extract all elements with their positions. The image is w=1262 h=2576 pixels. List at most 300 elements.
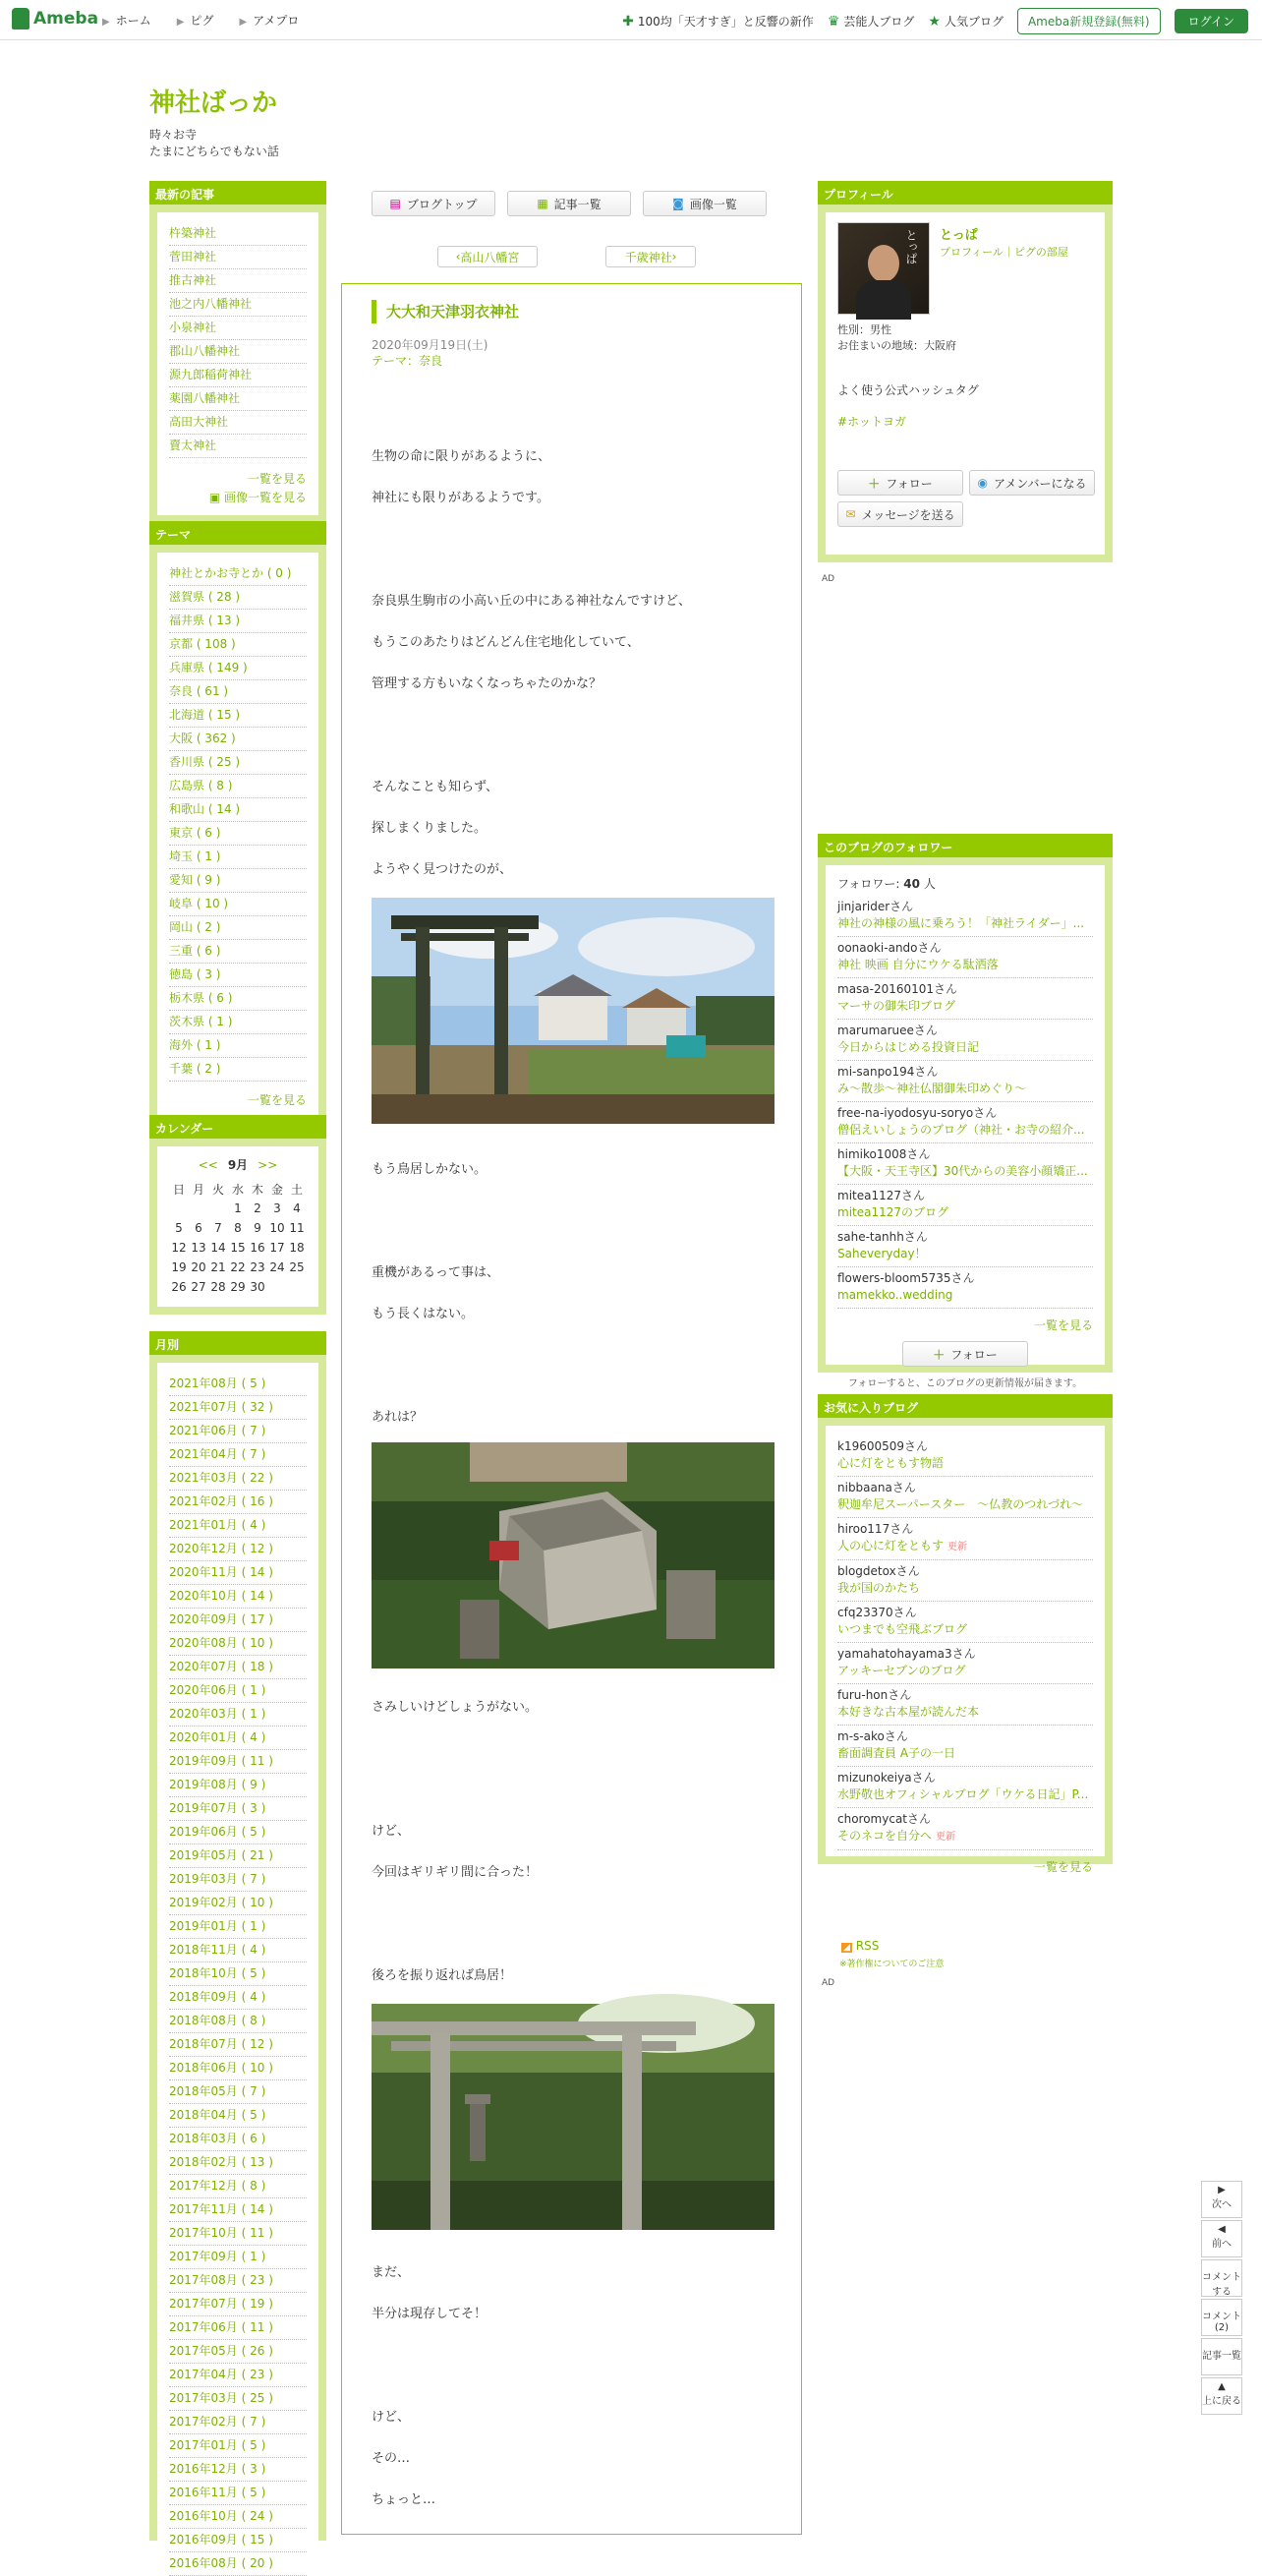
follower-blog[interactable]: mitea1127のブログ (837, 1205, 949, 1219)
calendar-day (208, 1199, 228, 1218)
calendar-weekday: 月 (192, 1182, 204, 1197)
favorite-item[interactable] (837, 1477, 1093, 1518)
logo-text: Ameba (33, 9, 99, 29)
avatar-body (856, 280, 911, 320)
favorite-item[interactable] (837, 1808, 1093, 1850)
month-archive-item[interactable]: 2018年04月 ( 5 ) (169, 2104, 307, 2128)
recent-post-item[interactable]: 池之内八幡神社 (169, 293, 307, 317)
theme-item[interactable]: 栃木県 ( 6 ) (169, 987, 307, 1011)
amember-button[interactable] (969, 470, 1095, 496)
rss-label: RSS (855, 1939, 880, 1953)
theme-item[interactable]: 千葉 ( 2 ) (169, 1058, 307, 1082)
favorite-blog-name[interactable]: いつまでも空飛ぶブログ (837, 1622, 968, 1636)
blog-desc-line1: 時々お寺 (149, 128, 198, 142)
theme-item[interactable]: 北海道 ( 15 ) (169, 704, 307, 728)
calendar-grid (169, 1179, 307, 1297)
month-archive-item[interactable]: 2019年05月 ( 21 ) (169, 1844, 307, 1868)
follower-item[interactable] (837, 1102, 1093, 1143)
month-archive-item[interactable]: 2020年07月 ( 18 ) (169, 1656, 307, 1679)
article-line: 神社にも限りがあるようです。 (372, 491, 549, 505)
follower-item[interactable] (837, 1185, 1093, 1226)
chevron-right-icon: ▶ (239, 17, 248, 28)
profile-gender: 性別：男性 (837, 323, 891, 336)
back-to-top-button[interactable] (1201, 2377, 1242, 2415)
speech-bubble-icon: ◉ (977, 476, 989, 490)
amember-button-label: アメンバーになる (994, 476, 1087, 491)
month-archive-item[interactable]: 2017年04月 ( 23 ) (169, 2364, 307, 2387)
month-archive-item[interactable]: 2017年03月 ( 25 ) (169, 2387, 307, 2411)
month-archive-item[interactable]: 2017年01月 ( 5 ) (169, 2434, 307, 2458)
article-line: もうこのあたりはどんどん住宅地化していて、 (372, 635, 640, 650)
recent-more-link[interactable]: 一覧を見る (247, 472, 307, 486)
month-archive-item[interactable]: 2017年12月 ( 8 ) (169, 2175, 307, 2198)
favorite-blog[interactable] (837, 1538, 1093, 1555)
article-photo[interactable] (372, 2004, 774, 2230)
tab-blog-top-label: ブログトップ (406, 197, 478, 211)
month-archive-item[interactable]: 2017年02月 ( 7 ) (169, 2411, 307, 2434)
favorites-heading: お気に入りブログ (818, 1394, 1113, 1418)
month-archive-item[interactable]: 2019年07月 ( 3 ) (169, 1797, 307, 1821)
theme-item[interactable]: 香川県 ( 25 ) (169, 751, 307, 775)
plus-icon: ✚ (622, 13, 634, 29)
calendar-day: 9 (254, 1221, 261, 1235)
rss-link[interactable] (841, 1939, 879, 1953)
prev-nav-button-label: 前へ (1212, 2239, 1232, 2250)
chevron-right-icon: ▶ (102, 17, 110, 28)
avatar[interactable] (837, 222, 930, 315)
comment-count-button[interactable] (1201, 2299, 1242, 2336)
article-line: もう長くはない。 (372, 1307, 475, 1321)
themes-more-link[interactable]: 一覧を見る (247, 1093, 307, 1107)
follower-blog[interactable]: マーサの御朱印ブログ (837, 999, 956, 1013)
article-meta (372, 337, 488, 369)
calendar-weekday: 日 (172, 1182, 185, 1197)
chevron-right-icon: ▶ (176, 17, 185, 28)
recent-posts-heading: 最新の記事 (149, 181, 326, 205)
favorite-user[interactable]: yamahatohayama3さん (837, 1647, 976, 1661)
favorite-user[interactable]: hiroo117さん (837, 1522, 914, 1536)
star-icon: ★ (928, 13, 941, 29)
follower-count (837, 875, 1093, 892)
recent-post-item[interactable]: 杵築神社 (169, 222, 307, 246)
theme-item[interactable]: 大阪 ( 362 ) (169, 728, 307, 751)
hashtag-link[interactable]: #ホットヨガ (837, 415, 907, 429)
ad-label-2: AD (822, 1978, 835, 1988)
theme-item[interactable]: 神社とかお寺とか ( 0 ) (169, 562, 307, 586)
nav-home[interactable] (102, 12, 151, 29)
month-archive-item[interactable]: 2018年05月 ( 7 ) (169, 2080, 307, 2104)
recent-post-item[interactable]: 小泉神社 (169, 317, 307, 340)
calendar-day: 5 (175, 1221, 183, 1235)
tab-blog-top[interactable] (372, 191, 495, 216)
calendar-day: 16 (250, 1241, 265, 1255)
prev-post-link[interactable] (437, 246, 538, 267)
calendar-weekday-row (169, 1179, 307, 1199)
themes-box (149, 521, 326, 1126)
favorite-blog-name[interactable]: 人の心に灯をともす (837, 1539, 945, 1552)
favorite-blog-name[interactable]: 心に灯をともす物語 (837, 1456, 945, 1470)
updated-badge: 更新 (947, 1542, 968, 1552)
follower-user[interactable]: mitea1127さん (837, 1189, 926, 1202)
next-nav-button[interactable] (1201, 2181, 1242, 2218)
follow-note: フォローすると、このブログの更新情報が届きます。 (847, 1378, 1083, 1389)
recent-post-item[interactable]: 推古神社 (169, 269, 307, 293)
favorite-blog-name[interactable]: 釈迦牟尼スーパースター ～仏教のつれづれ～ (837, 1497, 1083, 1511)
envelope-icon: ✉ (845, 507, 856, 521)
month-archive-item[interactable]: 2021年07月 ( 32 ) (169, 1396, 307, 1420)
favorite-item[interactable] (837, 1602, 1093, 1643)
calendar-day: 18 (289, 1241, 305, 1255)
torii-field-photo (372, 898, 774, 1124)
profile-box (818, 181, 1113, 562)
month-archive-item[interactable]: 2019年02月 ( 10 ) (169, 1892, 307, 1915)
follower-item[interactable] (837, 896, 1093, 937)
nav-amepro[interactable] (239, 12, 299, 29)
favorite-blog-name[interactable]: アッキーセブンのブログ (837, 1664, 966, 1677)
favorite-item[interactable] (837, 1767, 1093, 1808)
month-archive-item[interactable]: 2020年01月 ( 4 ) (169, 1727, 307, 1750)
theme-item[interactable]: 茨木県 ( 1 ) (169, 1011, 307, 1034)
comment-button-label: コメントする (1202, 2272, 1241, 2298)
follower-item[interactable] (837, 1020, 1093, 1061)
favorite-blog-name[interactable]: 水野敬也オフィシャルブログ「ウケる日記」P... (837, 1787, 1089, 1801)
calendar-week-row (169, 1238, 307, 1258)
month-archive-item[interactable]: 2018年02月 ( 13 ) (169, 2151, 307, 2175)
article-line: もう鳥居しかない。 (372, 1162, 488, 1177)
post-list-nav-button[interactable] (1201, 2338, 1242, 2375)
tab-image-list[interactable] (643, 191, 767, 216)
theme-item[interactable]: 愛知 ( 9 ) (169, 869, 307, 893)
month-archive-item[interactable]: 2020年09月 ( 17 ) (169, 1609, 307, 1632)
theme-item[interactable]: 滋賀県 ( 28 ) (169, 586, 307, 610)
follow-button-label: フォロー (886, 476, 933, 491)
followers-more-link[interactable]: 一覧を見る (1033, 1318, 1093, 1332)
triangle-right-icon: ▶ (1218, 2185, 1226, 2195)
follower-blog[interactable]: 僧侶えいしょうのブログ（神社・お寺の紹介... (837, 1123, 1085, 1137)
month-archive-item[interactable]: 2020年11月 ( 14 ) (169, 1561, 307, 1585)
calendar-week-row (169, 1199, 307, 1218)
theme-item[interactable]: 三重 ( 6 ) (169, 940, 307, 964)
theme-item[interactable]: 奈良 ( 61 ) (169, 680, 307, 704)
month-archive-item[interactable]: 2021年08月 ( 5 ) (169, 1373, 307, 1396)
month-archive-item[interactable]: 2017年06月 ( 11 ) (169, 2316, 307, 2340)
article-line: そんなことも知らず、 (372, 780, 498, 794)
header-right (622, 8, 1248, 34)
promo-link-label: 100均「天才すぎ」と反響の新作 (637, 15, 814, 29)
month-archive-item[interactable]: 2021年04月 ( 7 ) (169, 1443, 307, 1467)
favorite-user[interactable]: mizunokeiyaさん (837, 1771, 936, 1785)
follower-blog[interactable]: mamekko..wedding (837, 1288, 953, 1302)
plus-icon: ＋ (933, 1347, 946, 1362)
calendar-weekday: 土 (290, 1182, 303, 1197)
blog-tabs (372, 191, 767, 216)
follow-button-2[interactable] (902, 1341, 1028, 1367)
follower-count-label: フォロワー: (837, 877, 900, 891)
article-line: その… (372, 2451, 411, 2466)
article-line: あれは？ (372, 1410, 424, 1425)
calendar-day: 20 (191, 1260, 206, 1274)
favorite-user[interactable]: cfq23370さん (837, 1606, 917, 1619)
theme-item[interactable]: 東京 ( 6 ) (169, 822, 307, 846)
avatar-face (868, 245, 899, 282)
favorite-user[interactable]: blogdetoxさん (837, 1564, 920, 1578)
profile-area: お住まいの地域：大阪府 (837, 339, 956, 352)
month-archive-item[interactable]: 2017年05月 ( 26 ) (169, 2340, 307, 2364)
month-archive-item[interactable]: 2018年11月 ( 4 ) (169, 1939, 307, 1962)
calendar-day: 6 (195, 1221, 202, 1235)
promo-link[interactable] (622, 13, 814, 29)
post-list-nav-button-label: 記事一覧 (1202, 2351, 1241, 2362)
article-line: 生物の命に限りがあるように、 (372, 449, 551, 464)
profile-name[interactable]: とっぱ (940, 228, 978, 243)
month-archive-item[interactable]: 2020年12月 ( 12 ) (169, 1538, 307, 1561)
month-archive-item[interactable]: 2017年09月 ( 1 ) (169, 2246, 307, 2269)
profile-links[interactable]: プロフィール｜ピグの部屋 (940, 246, 1068, 259)
rss-icon: ◢ (843, 1943, 850, 1953)
blog-title[interactable]: 神社ばっか (149, 88, 278, 118)
recent-post-item[interactable]: 薬園八幡神社 (169, 387, 307, 411)
theme-item[interactable]: 徳島 ( 3 ) (169, 964, 307, 987)
favorite-user[interactable]: choromycatさん (837, 1812, 932, 1826)
follower-user[interactable]: oonaoki-andoさん (837, 941, 942, 955)
recent-posts-list (169, 222, 307, 458)
triangle-up-icon: ▲ (1218, 2381, 1226, 2392)
month-archive-item[interactable]: 2016年10月 ( 24 ) (169, 2505, 307, 2529)
calendar-week-row (169, 1258, 307, 1277)
follow-button[interactable] (837, 470, 963, 496)
chevron-left-icon: ‹ (455, 250, 461, 263)
follower-user[interactable]: masa-20160101さん (837, 982, 958, 996)
month-archive-item[interactable]: 2016年11月 ( 5 ) (169, 2482, 307, 2505)
calendar-day: 29 (230, 1280, 246, 1294)
theme-item[interactable]: 岐阜 ( 10 ) (169, 893, 307, 916)
profile-info (837, 322, 956, 354)
favorite-user[interactable]: k19600509さん (837, 1439, 929, 1453)
next-post-link[interactable] (605, 246, 696, 267)
calendar-next[interactable]: >> (258, 1158, 278, 1172)
month-archive-item[interactable]: 2017年11月 ( 14 ) (169, 2198, 307, 2222)
favorite-blog-name[interactable]: 我が国のかたち (837, 1581, 921, 1595)
favorite-item[interactable] (837, 1518, 1093, 1560)
month-archive-item[interactable]: 2020年08月 ( 10 ) (169, 1632, 307, 1656)
calendar-day: 7 (214, 1221, 222, 1235)
tab-post-list-label: 記事一覧 (553, 197, 602, 211)
month-archive-item[interactable]: 2018年06月 ( 10 ) (169, 2057, 307, 2080)
follower-user[interactable]: marumarueeさん (837, 1024, 938, 1037)
nav-pigg[interactable] (177, 12, 214, 29)
month-archive-item[interactable]: 2021年01月 ( 4 ) (169, 1514, 307, 1538)
ad-label: AD (822, 574, 835, 584)
theme-item[interactable]: 福井県 ( 13 ) (169, 610, 307, 633)
calendar-weekday: 金 (270, 1182, 283, 1197)
month-archive-item[interactable]: 2016年09月 ( 15 ) (169, 2529, 307, 2552)
celebrity-blog-link[interactable] (828, 13, 915, 29)
popular-blog-link[interactable] (928, 13, 1004, 29)
calendar-day: 1 (234, 1201, 242, 1215)
theme-item[interactable]: 京都 ( 108 ) (169, 633, 307, 657)
followers-heading: このブログのフォロワー (818, 834, 1113, 857)
favorites-more-link[interactable]: 一覧を見る (1033, 1860, 1093, 1874)
follower-count-value: 40 (903, 877, 920, 891)
month-archive-item[interactable]: 2020年06月 ( 1 ) (169, 1679, 307, 1703)
favorite-item[interactable] (837, 1684, 1093, 1726)
month-archive-item[interactable]: 2017年07月 ( 19 ) (169, 2293, 307, 2316)
article (341, 283, 802, 2535)
month-archive-item[interactable]: 2018年08月 ( 8 ) (169, 2010, 307, 2033)
month-archive-item[interactable]: 2019年09月 ( 11 ) (169, 1750, 307, 1774)
article-title[interactable]: 大大和天津羽衣神社 (372, 300, 519, 323)
image-list-link[interactable] (169, 489, 307, 505)
comment-button[interactable] (1201, 2259, 1242, 2297)
favorite-blog[interactable] (837, 1621, 1093, 1638)
month-archive-item[interactable]: 2019年06月 ( 5 ) (169, 1821, 307, 1844)
prev-nav-button[interactable] (1201, 2220, 1242, 2257)
calendar-day: 17 (269, 1241, 285, 1255)
favorite-user[interactable]: furu-honさん (837, 1688, 912, 1702)
recent-post-item[interactable]: 菅田神社 (169, 246, 307, 269)
home-icon: ▤ (389, 197, 401, 210)
month-archive-item[interactable]: 2019年03月 ( 7 ) (169, 1868, 307, 1892)
month-archive-item[interactable]: 2021年03月 ( 22 ) (169, 1467, 307, 1491)
article-line: 後ろを振り返れば鳥居！ (372, 1968, 513, 1983)
tab-post-list[interactable] (507, 191, 631, 216)
follower-blog[interactable]: 【大阪・天王寺区】30代からの美容小顔矯正... (837, 1164, 1088, 1178)
theme-item[interactable]: 和歌山 ( 14 ) (169, 798, 307, 822)
theme-item[interactable]: 海外 ( 1 ) (169, 1034, 307, 1058)
article-line: 重機があるって事は、 (372, 1265, 500, 1280)
favorite-blog-name[interactable]: そのネコを自分へ (837, 1829, 933, 1843)
calendar-day: 11 (289, 1221, 305, 1235)
calendar-day (267, 1277, 287, 1297)
recent-post-item[interactable]: 賣太神社 (169, 435, 307, 458)
theme-item[interactable]: 岡山 ( 2 ) (169, 916, 307, 940)
article-line: さみしいけどしょうがない。 (372, 1700, 539, 1715)
favorite-blog-name[interactable]: 畜面調査員 A子の一日 (837, 1746, 956, 1760)
month-archive-item[interactable]: 2018年07月 ( 12 ) (169, 2033, 307, 2057)
article-line: まだ、 (372, 2265, 411, 2280)
nav-pigg-label: ピグ (190, 14, 214, 28)
follower-item[interactable] (837, 1061, 1093, 1102)
follower-blog[interactable]: み～散歩～神社仏閣御朱印めぐり～ (837, 1082, 1027, 1095)
calendar-month: 9月 (227, 1158, 249, 1172)
follower-user[interactable]: flowers-bloom5735さん (837, 1271, 975, 1285)
favorite-item[interactable] (837, 1560, 1093, 1602)
month-archive-item[interactable]: 2021年06月 ( 7 ) (169, 1420, 307, 1443)
water-basin-photo (372, 1442, 774, 1669)
month-archive-item[interactable]: 2019年08月 ( 9 ) (169, 1774, 307, 1797)
calendar-day (169, 1199, 189, 1218)
follower-item[interactable] (837, 937, 1093, 978)
favorite-blog[interactable] (837, 1704, 1093, 1721)
register-button[interactable]: Ameba新規登録(無料) (1017, 8, 1161, 34)
recent-post-item[interactable]: 源九郎稲荷神社 (169, 364, 307, 387)
ameba-logo[interactable] (12, 8, 98, 29)
favorite-item[interactable] (837, 1726, 1093, 1767)
theme-item[interactable]: 兵庫県 ( 149 ) (169, 657, 307, 680)
calendar-day: 15 (230, 1241, 246, 1255)
month-archive-item[interactable]: 2019年01月 ( 1 ) (169, 1915, 307, 1939)
follower-blog[interactable]: 神社 映画 自分にウケる駄洒落 (837, 958, 999, 971)
article-line: 奈良県生駒市の小高い丘の中にある神社なんですけど、 (372, 594, 692, 609)
calendar-day: 10 (269, 1221, 285, 1235)
month-archive-item[interactable]: 2018年10月 ( 5 ) (169, 1962, 307, 1986)
favorite-blog[interactable] (837, 1663, 1093, 1679)
list-icon: ▦ (537, 197, 548, 210)
recent-post-item[interactable]: 郡山八幡神社 (169, 340, 307, 364)
month-archive-item[interactable]: 2020年10月 ( 14 ) (169, 1585, 307, 1609)
follower-blog[interactable]: 今日からはじめる投資日記 (837, 1040, 980, 1054)
follower-blog[interactable]: Saheveryday！ (837, 1247, 927, 1260)
month-archive-item[interactable]: 2018年09月 ( 4 ) (169, 1986, 307, 2010)
favorite-blog[interactable] (837, 1455, 1093, 1472)
month-archive-item[interactable]: 2017年10月 ( 11 ) (169, 2222, 307, 2246)
article-photo[interactable] (372, 1442, 774, 1669)
theme-item[interactable]: 埼玉 ( 1 ) (169, 846, 307, 869)
month-archive-item[interactable]: 2016年08月 ( 20 ) (169, 2552, 307, 2576)
copyright-note[interactable]: ※著作権についてのご注意 (839, 1960, 945, 1969)
article-line: ちょっと… (372, 2492, 436, 2507)
favorite-blog[interactable] (837, 1786, 1093, 1803)
favorite-item[interactable] (837, 1643, 1093, 1684)
follower-item[interactable] (837, 978, 1093, 1020)
follower-user[interactable]: himiko1008さん (837, 1147, 931, 1161)
article-line: けど、 (372, 1824, 411, 1839)
calendar-week-row (169, 1277, 307, 1297)
follower-item[interactable] (837, 1143, 1093, 1185)
hashtag-label: よく使う公式ハッシュタグ (837, 383, 979, 397)
favorite-item[interactable] (837, 1435, 1093, 1477)
follower-user[interactable]: sahe-tanhhさん (837, 1230, 928, 1244)
blog-header (149, 83, 279, 160)
month-archive-item[interactable]: 2020年03月 ( 1 ) (169, 1703, 307, 1727)
calendar-weekday: 火 (211, 1182, 224, 1197)
recent-post-item[interactable]: 高田大神社 (169, 411, 307, 435)
calendar-prev[interactable]: << (198, 1158, 218, 1172)
favorite-blog[interactable] (837, 1496, 1093, 1513)
article-theme[interactable]: テーマ：奈良 (372, 354, 443, 368)
theme-item[interactable]: 広島県 ( 8 ) (169, 775, 307, 798)
favorite-user[interactable]: nibbaanaさん (837, 1481, 916, 1494)
month-archive-item[interactable]: 2017年08月 ( 23 ) (169, 2269, 307, 2293)
login-button[interactable]: ログイン (1175, 9, 1248, 33)
message-button[interactable] (837, 501, 963, 527)
calendar-weekday: 木 (251, 1182, 263, 1197)
favorite-blog[interactable] (837, 1745, 1093, 1762)
calendar-day: 27 (191, 1280, 206, 1294)
calendar-day: 3 (273, 1201, 281, 1215)
month-archive-item[interactable]: 2016年12月 ( 3 ) (169, 2458, 307, 2482)
follower-user[interactable]: mi-sanpo194さん (837, 1065, 939, 1079)
favorite-blog-name[interactable]: 本好きな古本屋が読んだ本 (837, 1705, 980, 1719)
calendar-day (287, 1277, 307, 1297)
follower-item[interactable] (837, 1226, 1093, 1267)
global-header (0, 0, 1262, 40)
follower-user[interactable]: jinjariderさん (837, 900, 914, 913)
favorite-blog[interactable] (837, 1828, 1093, 1845)
article-line: 半分は現存してそ！ (372, 2307, 488, 2321)
month-archive-item[interactable]: 2018年03月 ( 6 ) (169, 2128, 307, 2151)
month-archive-item[interactable]: 2021年02月 ( 16 ) (169, 1491, 307, 1514)
follower-user[interactable]: free-na-iyodosyu-soryoさん (837, 1106, 998, 1120)
calendar-day: 13 (191, 1241, 206, 1255)
favorite-user[interactable]: m-s-akoさん (837, 1729, 908, 1743)
article-line: けど、 (372, 2410, 411, 2425)
favorite-blog[interactable] (837, 1580, 1093, 1597)
follower-item[interactable] (837, 1267, 1093, 1309)
article-photo[interactable] (372, 898, 774, 1124)
follower-blog[interactable]: 神社の神様の風に乗ろう！「神社ライダー」... (837, 916, 1085, 930)
calendar-day: 8 (234, 1221, 242, 1235)
